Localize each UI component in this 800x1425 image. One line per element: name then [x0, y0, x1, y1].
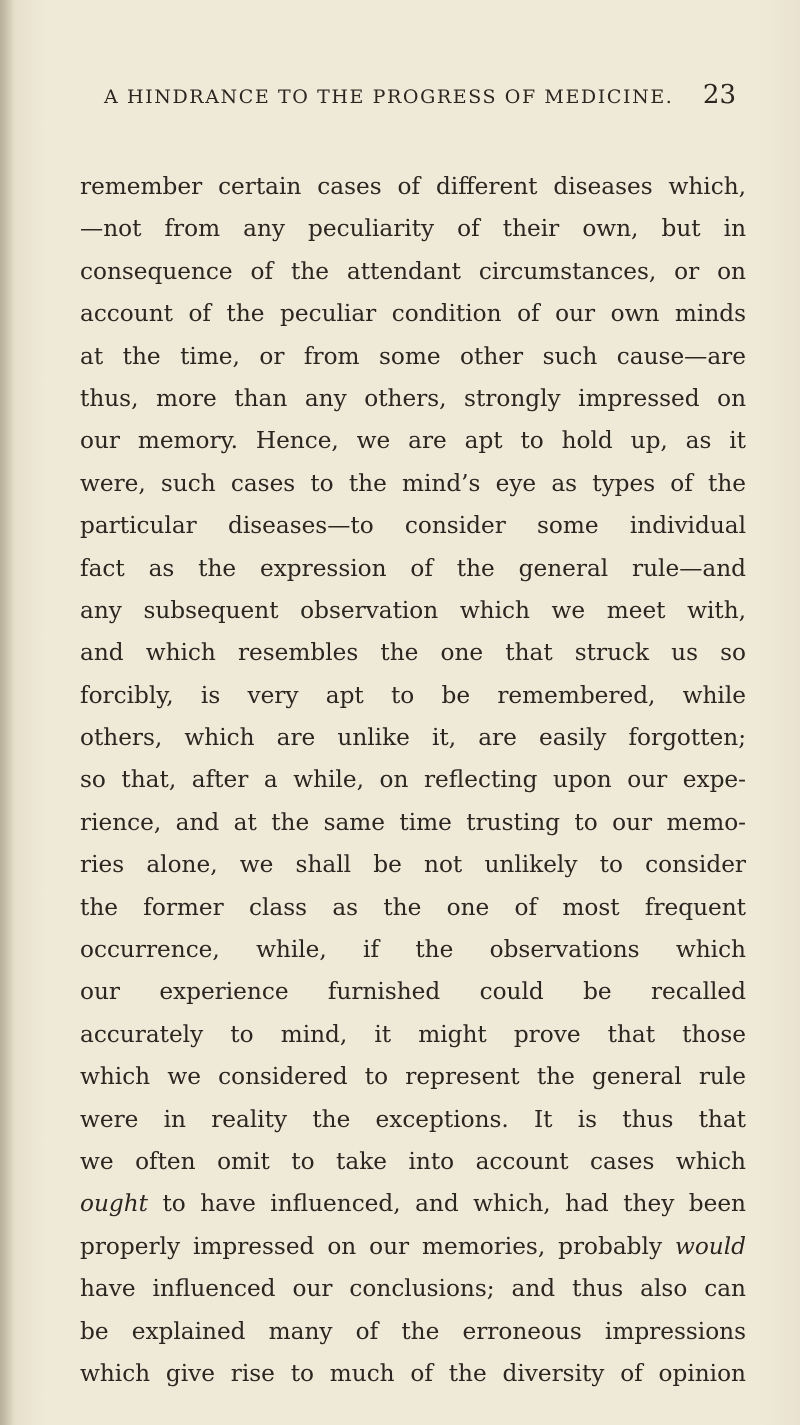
italic-emphasis: would — [674, 1232, 746, 1260]
text-line: were in reality the exceptions. It is thus that — [80, 1105, 746, 1133]
running-head — [96, 80, 736, 114]
text-line: were, such cases to the mind’s eye as types of the — [80, 469, 746, 497]
text-line: —not from any peculiarity of their own, but in — [80, 215, 746, 243]
text-line: the former class as the one of most frequent — [80, 893, 746, 921]
text-line: and which resembles the one that struck us so — [80, 639, 746, 667]
text-line: ought to have influenced, and which, had they been — [80, 1190, 746, 1218]
text-line: our experience furnished could be recalled — [80, 978, 746, 1006]
text-line: properly impressed on our memories, probably would — [80, 1232, 746, 1260]
text-line: rience, and at the same time trusting to our memo- — [80, 808, 746, 836]
text-line: so that, after a while, on reflecting upon our expe- — [80, 766, 746, 794]
text-line: thus, more than any others, strongly impressed on — [80, 384, 746, 412]
text-line: have influenced our conclusions; and thus also can — [80, 1275, 746, 1303]
text-line: consequence of the attendant circumstances, or on — [80, 257, 746, 285]
text-line: account of the peculiar condition of our own minds — [80, 300, 746, 328]
text-line: any subsequent observation which we meet with, — [80, 596, 746, 624]
text-line: others, which are unlike it, are easily forgotten; — [80, 724, 746, 752]
text-line: which give rise to much of the diversity of opinion — [80, 1359, 746, 1387]
text-line: remember certain cases of different diseases which, — [80, 173, 746, 200]
text-line: at the time, or from some other such cause—are — [80, 342, 746, 370]
text-line: our memory. Hence, we are apt to hold up, as it — [80, 427, 746, 455]
text-line: fact as the expression of the general rule—and — [80, 554, 746, 582]
body-text — [80, 166, 746, 1395]
text-line: be explained many of the erroneous impressions — [80, 1317, 746, 1345]
text-line: which we considered to represent the general rule — [80, 1063, 746, 1091]
running-head-title: A HINDRANCE TO THE PROGRESS OF MEDICINE. — [104, 86, 674, 108]
binding-gutter-shadow — [0, 0, 14, 1425]
text-line: ries alone, we shall be not unlikely to consider — [80, 851, 746, 879]
text-line: occurrence, while, if the observations which — [80, 936, 746, 964]
italic-emphasis: ought — [80, 1190, 148, 1218]
text-line: particular diseases—to consider some individual — [80, 512, 746, 540]
page-number: 23 — [702, 80, 736, 110]
text-line: forcibly, is very apt to be remembered, while — [80, 681, 746, 709]
text-line: accurately to mind, it might prove that those — [80, 1020, 746, 1048]
text-line: we often omit to take into account cases which — [80, 1147, 746, 1175]
